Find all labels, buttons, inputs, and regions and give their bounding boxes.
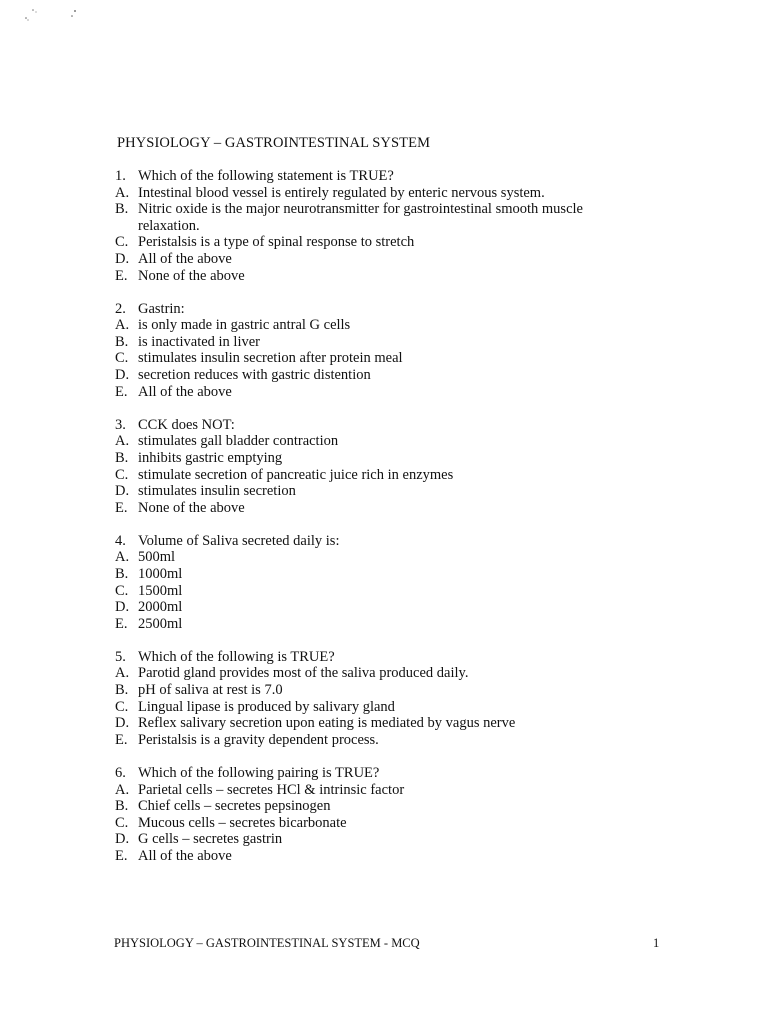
option-letter: B. — [115, 565, 129, 582]
option-text: G cells – secretes gastrin — [138, 831, 283, 848]
answer-option — [115, 234, 635, 251]
option-text: Parotid gland provides most of the saliva produced daily. — [138, 665, 469, 682]
option-letter: A. — [115, 184, 130, 201]
answer-option — [115, 699, 635, 716]
scan-specks — [24, 6, 84, 26]
option-letter: C. — [115, 350, 129, 367]
answer-option — [115, 616, 635, 633]
question-text: Which of the following pairing is TRUE? — [138, 764, 380, 781]
option-letter: E. — [115, 847, 128, 864]
option-letter: E. — [115, 615, 128, 632]
option-text: 1000ml — [138, 565, 183, 582]
question-text: Which of the following is TRUE? — [138, 648, 335, 665]
question-block — [115, 417, 635, 517]
option-letter: E. — [115, 383, 128, 400]
option-letter: A. — [115, 665, 130, 682]
option-text: None of the above — [138, 499, 245, 516]
answer-option — [115, 599, 635, 616]
question-text: CCK does NOT: — [138, 416, 235, 433]
document-title: PHYSIOLOGY – GASTROINTESTINAL SYSTEM — [117, 135, 431, 151]
answer-option — [115, 583, 635, 600]
option-text: is inactivated in liver — [138, 333, 261, 350]
page-footer: PHYSIOLOGY – GASTROINTESTINAL SYSTEM - MCQ — [114, 936, 420, 950]
question-number: 3. — [115, 416, 126, 433]
answer-option — [115, 334, 635, 351]
question-block — [115, 765, 635, 865]
option-text: Parietal cells – secretes HCl & intrinsic factor — [138, 781, 405, 798]
question-stem — [115, 168, 635, 185]
question-block — [115, 301, 635, 401]
option-text: All of the above — [138, 847, 232, 864]
question-text: Volume of Saliva secreted daily is: — [138, 532, 340, 549]
question-block — [115, 168, 635, 284]
option-letter: A. — [115, 317, 130, 334]
option-letter: E. — [115, 499, 128, 516]
option-text: None of the above — [138, 267, 245, 284]
question-stem — [115, 649, 635, 666]
option-text: is only made in gastric antral G cells — [138, 317, 351, 334]
answer-option — [115, 433, 635, 450]
option-letter: A. — [115, 549, 130, 566]
option-text: inhibits gastric emptying — [138, 449, 283, 466]
option-letter: B. — [115, 201, 129, 218]
option-text: Intestinal blood vessel is entirely regulated by enteric nervous system. — [138, 184, 545, 201]
option-letter: B. — [115, 449, 129, 466]
option-letter: B. — [115, 333, 129, 350]
answer-option — [115, 350, 635, 367]
option-letter: C. — [115, 582, 129, 599]
question-number: 2. — [115, 300, 126, 317]
option-letter: D. — [115, 715, 130, 732]
answer-option — [115, 384, 635, 401]
answer-option — [115, 782, 635, 799]
option-text: secretion reduces with gastric distention — [138, 367, 371, 384]
option-letter: C. — [115, 466, 129, 483]
answer-option — [115, 185, 635, 202]
answer-option — [115, 682, 635, 699]
answer-option — [115, 317, 635, 334]
answer-option — [115, 715, 635, 732]
answer-option — [115, 467, 635, 484]
option-text: stimulates gall bladder contraction — [138, 433, 339, 450]
page-number: 1 — [653, 936, 660, 950]
question-number: 6. — [115, 764, 126, 781]
option-text: 500ml — [138, 549, 176, 566]
option-text: stimulates insulin secretion — [138, 483, 296, 500]
option-letter: D. — [115, 483, 130, 500]
answer-option — [115, 500, 635, 517]
question-stem — [115, 765, 635, 782]
answer-option — [115, 798, 635, 815]
option-text: Reflex salivary secretion upon eating is mediated by vagus nerve — [138, 715, 516, 732]
question-stem — [115, 533, 635, 550]
option-letter: E. — [115, 267, 128, 284]
option-text: All of the above — [138, 383, 232, 400]
question-list — [115, 168, 635, 881]
question-stem — [115, 417, 635, 434]
option-text: Nitric oxide is the major neurotransmitter for gastrointestinal smooth muscle relaxation. — [138, 201, 583, 234]
option-letter: E. — [115, 731, 128, 748]
option-letter: D. — [115, 599, 130, 616]
option-text: All of the above — [138, 250, 232, 267]
option-letter: A. — [115, 433, 130, 450]
answer-option — [115, 201, 635, 234]
question-number: 5. — [115, 648, 126, 665]
option-text: stimulates insulin secretion after protein meal — [138, 350, 403, 367]
option-text: Mucous cells – secretes bicarbonate — [138, 814, 347, 831]
option-text: Peristalsis is a type of spinal response to stretch — [138, 234, 415, 251]
question-block — [115, 533, 635, 633]
question-stem — [115, 301, 635, 318]
question-number: 4. — [115, 532, 126, 549]
answer-option — [115, 815, 635, 832]
answer-option — [115, 831, 635, 848]
option-text: stimulate secretion of pancreatic juice rich in enzymes — [138, 466, 454, 483]
question-text: Which of the following statement is TRUE? — [138, 168, 394, 184]
option-text: 2500ml — [138, 615, 183, 632]
option-letter: D. — [115, 250, 130, 267]
answer-option — [115, 549, 635, 566]
question-number: 1. — [115, 168, 126, 184]
option-text: Chief cells – secretes pepsinogen — [138, 798, 331, 815]
option-text: Lingual lipase is produced by salivary gland — [138, 698, 395, 715]
option-text: 1500ml — [138, 582, 183, 599]
answer-option — [115, 732, 635, 749]
option-letter: C. — [115, 698, 129, 715]
answer-option — [115, 251, 635, 268]
option-letter: A. — [115, 781, 130, 798]
option-letter: D. — [115, 831, 130, 848]
answer-option — [115, 665, 635, 682]
option-text: Peristalsis is a gravity dependent process. — [138, 731, 379, 748]
option-text: 2000ml — [138, 599, 183, 616]
answer-option — [115, 848, 635, 865]
answer-option — [115, 268, 635, 285]
option-letter: C. — [115, 814, 129, 831]
option-letter: C. — [115, 234, 129, 251]
option-text: pH of saliva at rest is 7.0 — [138, 682, 283, 699]
answer-option — [115, 367, 635, 384]
answer-option — [115, 566, 635, 583]
option-letter: B. — [115, 798, 129, 815]
option-letter: D. — [115, 367, 130, 384]
question-block — [115, 649, 635, 749]
option-letter: B. — [115, 682, 129, 699]
answer-option — [115, 483, 635, 500]
answer-option — [115, 450, 635, 467]
question-text: Gastrin: — [138, 300, 185, 317]
